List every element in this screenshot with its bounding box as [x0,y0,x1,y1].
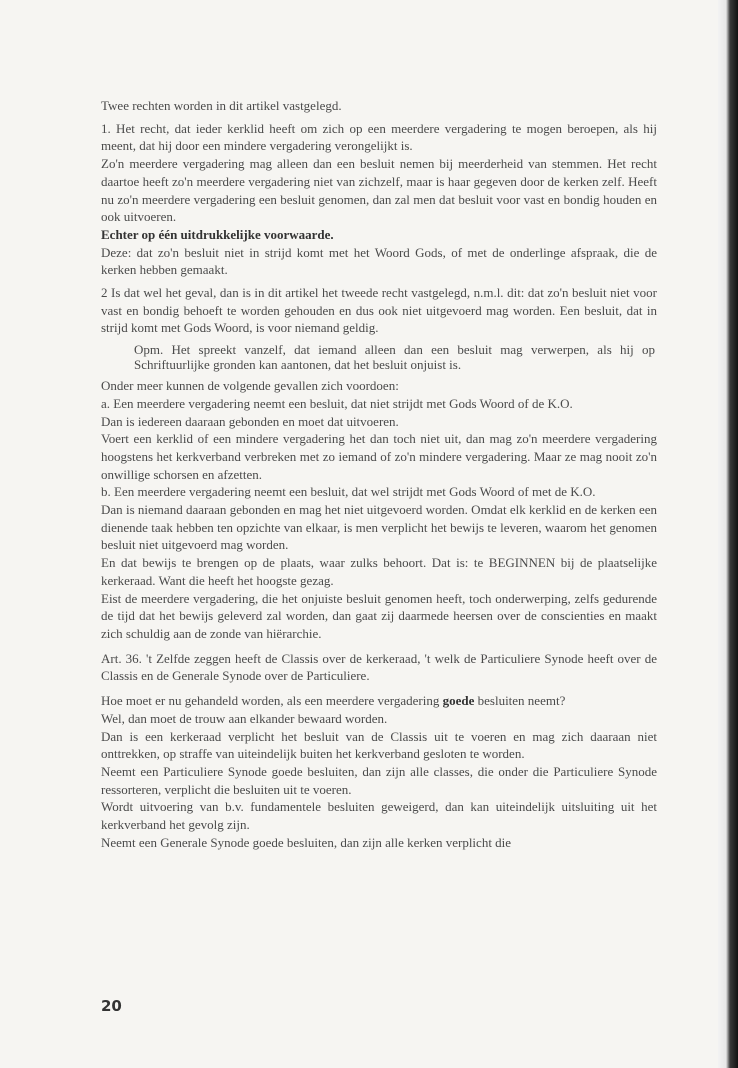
paragraph-case-a-1: Dan is iedereen daaraan gebonden en moet dat uitvoeren. [101,413,399,429]
paragraph-intro: Twee rechten worden in dit artikel vastgelegd. [101,98,342,113]
paragraph-case-b-3: Eist de meerdere vergadering, die het onjuiste besluit genomen heeft, toch onderwerping, zelfs gedurende de tijd dat het bewijs geleverd zal worden, dan gaat zij daarmede heersen over de conscienties en maakt zich schuldig aan de zonde van hiërarchie. [101,590,657,641]
good-decisions-text-1: Hoe moet er nu gehandeld worden, als een meerdere vergadering [101,693,443,709]
paragraph-case-b-2: En dat bewijs te brengen op de plaats, waar zulks behoort. Dat is: te BEGINNEN bij de plaatselijke kerkeraad. Want die heeft het hoogste gezag. [101,555,657,588]
paragraph-case-b-1: Dan is niemand daaraan gebonden en mag het niet uitgevoerd worden. Omdat elk kerklid en de kerken een dienende taak hebben ten opzichte van elkaar, is men verplicht het bewijs te leveren, waarom het genomen besluit niet uitgevoerd mag worden. [101,502,657,553]
paragraph-classis: Dan is een kerkeraad verplicht het besluit van de Classis uit te voeren en mag zich daaraan niet onttrekken, op straffe van uiteindelijk buiten het kerkverband gesloten te worden. [101,728,657,762]
paragraph-majority: Zo'n meerdere vergadering mag alleen dan een besluit nemen bij meerderheid van stemmen. Het recht daartoe heeft zo'n meerdere vergadering niet van zichzelf, maar is haar gegeven door de kerken zelf. Heeft nu zo'n meerdere vergadering een besluit genomen, dan zal men dat besluit voor vast en bondig houden en ook uitvoeren. [101,156,657,225]
body-text [101,97,657,851]
paragraph-article-36: Art. 36. 't Zelfde zeggen heeft de Classis over de kerkeraad, 't welk de Particuliere Synode heeft over de Classis en de Generale Synode over de Particuliere. [101,650,657,684]
paragraph-condition: Deze: dat zo'n besluit niet in strijd komt met het Woord Gods, of met de onderlinge afspraak, die de kerken hebben gemaakt. [101,244,657,278]
good-decisions-bold: goede [442,693,475,709]
condition-heading-bold: Echter op één uitdrukkelijke voorwaarde. [101,226,334,242]
paragraph-right-1: 1. Het recht, dat ieder kerklid heeft om zich op een meerdere vergadering te mogen beroepen, als hij meent, dat hij door een mindere vergadering verongelijkt is. [101,120,657,154]
paragraph-condition-heading [101,226,657,244]
paragraph-particular-synod: Neemt een Particuliere Synode goede besluiten, dan zijn alle classes, die onder die Particuliere Synode ressorteren, verplicht die besluiten uit te voeren. [101,763,657,797]
paragraph-right-2: 2 Is dat wel het geval, dan is in dit artikel het tweede recht vastgelegd, n.m.l. dit: dat zo'n besluit niet voor vast en bondig behoeft te worden gehouden en dus ook niet uitgevoerd mag worden. Een besluit, dat in strijd komt met Gods Woord, is voor niemand geldig. [101,285,657,336]
book-edge-shadow [718,0,738,1068]
paragraph-case-a: a. Een meerdere vergadering neemt een besluit, dat niet strijdt met Gods Woord of de K.O. [101,395,573,411]
paragraph-good-decisions [101,692,657,710]
paragraph-general-synod: Neemt een Generale Synode goede besluiten, dan zijn alle kerken verplicht die [101,834,512,850]
paragraph-case-a-2: Voert een kerklid of een mindere vergadering het dan toch niet uit, dan mag zo'n meerdere vergadering hoogstens het kerkverband verbreken met zo iemand of zo'n mindere vergadering. Maar ze mag nooit zo'n onwillige schorsen en afzetten. [101,431,657,482]
paragraph-cases-intro: Onder meer kunnen de volgende gevallen zich voordoen: [101,378,399,394]
paragraph-remark: Opm. Het spreekt vanzelf, dat iemand alleen dan een besluit mag verwerpen, als hij op Schriftuurlijke gronden kan aantonen, dat het besluit onjuist is. [134,342,655,373]
paragraph-refusal: Wordt uitvoering van b.v. fundamentele besluiten geweigerd, dan kan uiteindelijk uitsluiting uit het kerkverband het gevolg zijn. [101,799,657,833]
paragraph-loyalty: Wel, dan moet de trouw aan elkander bewaard worden. [101,710,388,726]
good-decisions-text-2: besluiten neemt? [474,693,566,709]
paragraph-case-b: b. Een meerdere vergadering neemt een besluit, dat wel strijdt met Gods Woord of met de K.O. [101,484,596,500]
page-number: 20 [101,997,122,1015]
